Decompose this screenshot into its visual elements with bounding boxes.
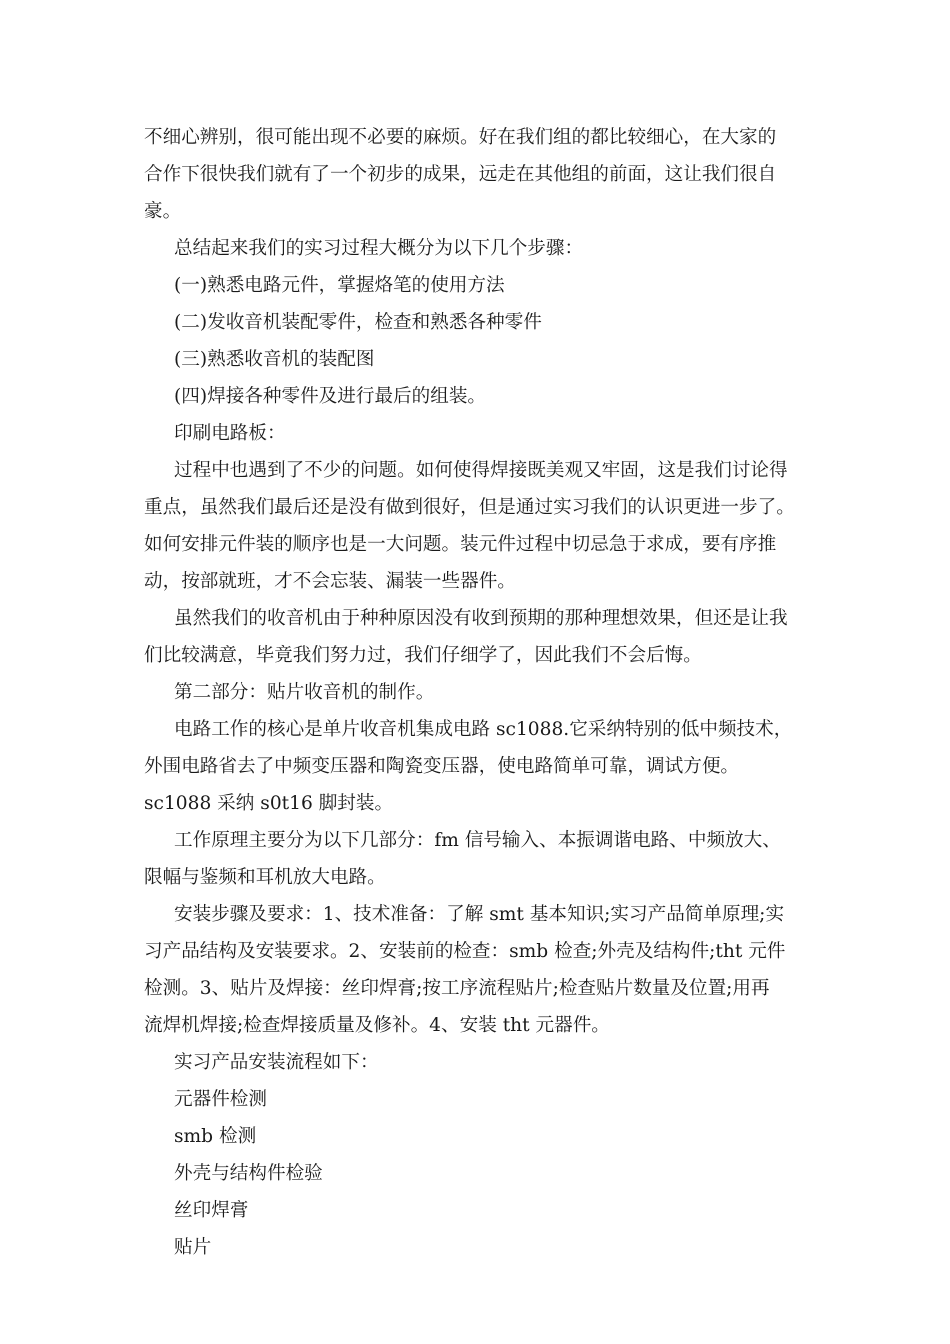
paragraph-line: 贴片	[174, 1237, 212, 1258]
paragraph-line: 如何安排元件装的顺序也是一大问题。装元件过程中切忌急于求成，要有序推	[144, 534, 777, 555]
paragraph-line: 印刷电路板：	[174, 423, 286, 444]
paragraph-line: smb 检测	[174, 1126, 257, 1147]
paragraph-line: 重点，虽然我们最后还是没有做到很好，但是通过实习我们的认识更进一步了。	[144, 497, 795, 518]
paragraph-line: 外壳与结构件检验	[174, 1163, 323, 1184]
paragraph-line: 合作下很快我们就有了一个初步的成果，远走在其他组的前面，这让我们很自	[144, 164, 777, 185]
paragraph-line: 流焊机焊接;检查焊接质量及修补。4、安装 tht 元器件。	[144, 1015, 610, 1036]
paragraph-line: sc1088 采纳 s0t16 脚封装。	[144, 793, 394, 814]
paragraph-line: 豪。	[144, 201, 182, 222]
document-body	[144, 119, 814, 1266]
paragraph-line: 安装步骤及要求：1、技术准备：了解 smt 基本知识;实习产品简单原理;实	[174, 904, 785, 925]
paragraph-line: (三)熟悉收音机的装配图	[174, 349, 375, 370]
paragraph-line: 习产品结构及安装要求。2、安装前的检查：smb 检查;外壳及结构件;tht 元件	[144, 941, 786, 962]
paragraph-line: 工作原理主要分为以下几部分：fm 信号输入、本振调谐电路、中频放大、	[174, 830, 781, 851]
paragraph-line: 外围电路省去了中频变压器和陶瓷变压器，使电路简单可靠，调试方便。	[144, 756, 740, 777]
paragraph-line: 第二部分：贴片收音机的制作。	[174, 682, 435, 703]
paragraph-line: 丝印焊膏	[174, 1200, 249, 1221]
paragraph-line: 总结起来我们的实习过程大概分为以下几个步骤：	[174, 238, 584, 259]
paragraph-line: 虽然我们的收音机由于种种原因没有收到预期的那种理想效果，但还是让我	[174, 608, 788, 629]
paragraph-line: 们比较满意，毕竟我们努力过，我们仔细学了，因此我们不会后悔。	[144, 645, 702, 666]
paragraph-line: 不细心辨别，很可能出现不必要的麻烦。好在我们组的都比较细心，在大家的	[144, 127, 777, 148]
paragraph-line: 过程中也遇到了不少的问题。如何使得焊接既美观又牢固，这是我们讨论得	[174, 460, 788, 481]
paragraph-line: 检测。3、贴片及焊接：丝印焊膏;按工序流程贴片;检查贴片数量及位置;用再	[144, 978, 770, 999]
paragraph-line: 电路工作的核心是单片收音机集成电路 sc1088.它采纳特别的低中频技术，	[174, 719, 793, 740]
paragraph-line: 限幅与鉴频和耳机放大电路。	[144, 867, 386, 888]
paragraph-line: (二)发收音机装配零件，检查和熟悉各种零件	[174, 312, 542, 333]
paragraph-line: 动，按部就班，才不会忘装、漏装一些器件。	[144, 571, 516, 592]
paragraph-line: (四)焊接各种零件及进行最后的组装。	[174, 386, 487, 407]
paragraph-line: (一)熟悉电路元件，掌握烙笔的使用方法	[174, 275, 505, 296]
paragraph-line: 实习产品安装流程如下：	[174, 1052, 379, 1073]
paragraph-line: 元器件检测	[174, 1089, 267, 1110]
